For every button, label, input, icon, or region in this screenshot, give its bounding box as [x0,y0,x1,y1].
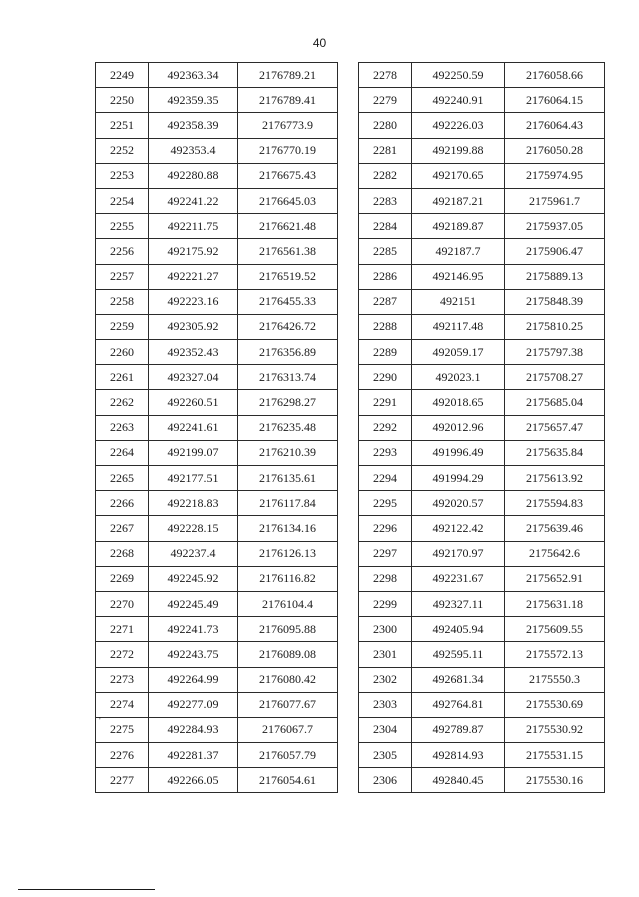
table-row [96,667,338,692]
point-number-cell: 2255 [96,214,149,239]
point-number-cell: 2267 [96,516,149,541]
y-coordinate-cell: 2176356.89 [238,340,338,365]
point-number-cell: 2265 [96,466,149,491]
table-row [96,138,338,163]
y-coordinate-cell: 2176675.43 [238,163,338,188]
y-coordinate-cell: 2176117.84 [238,491,338,516]
x-coordinate-cell: 492764.81 [412,692,505,717]
point-number-cell: 2275 [96,717,149,742]
table-row [359,314,605,339]
x-coordinate-cell: 492241.22 [149,188,238,213]
point-number-cell: 2306 [359,768,412,793]
table-row [359,642,605,667]
x-coordinate-cell: 492260.51 [149,390,238,415]
point-number-cell: 2280 [359,113,412,138]
table-row [359,163,605,188]
table-row [359,617,605,642]
point-number-cell: 2297 [359,541,412,566]
point-number-cell: 2304 [359,717,412,742]
y-coordinate-cell: 2176077.67 [238,692,338,717]
y-coordinate-cell: 2175810.25 [505,314,605,339]
y-coordinate-cell: 2175572.13 [505,642,605,667]
point-number-cell: 2293 [359,440,412,465]
point-number-cell: 2266 [96,491,149,516]
table-row [96,239,338,264]
point-number-cell: 2287 [359,289,412,314]
point-number-cell: 2290 [359,365,412,390]
table-row [359,188,605,213]
x-coordinate-cell: 492199.88 [412,138,505,163]
point-number-cell: 2283 [359,188,412,213]
point-number-cell: 2270 [96,591,149,616]
y-coordinate-cell: 2175652.91 [505,566,605,591]
y-coordinate-cell: 2175937.05 [505,214,605,239]
footnote-rule [18,889,155,890]
y-coordinate-cell: 2176126.13 [238,541,338,566]
y-coordinate-cell: 2176116.82 [238,566,338,591]
table-row [359,88,605,113]
point-number-cell: 2277 [96,768,149,793]
x-coordinate-cell: 492405.94 [412,617,505,642]
point-number-cell: 2279 [359,88,412,113]
point-number-cell: 2299 [359,591,412,616]
y-coordinate-cell: 2176104.4 [238,591,338,616]
x-coordinate-cell: 492359.35 [149,88,238,113]
x-coordinate-cell: 492363.34 [149,63,238,88]
y-coordinate-cell: 2176050.28 [505,138,605,163]
point-number-cell: 2253 [96,163,149,188]
table-row [359,63,605,88]
y-coordinate-cell: 2175631.18 [505,591,605,616]
point-number-cell: 2298 [359,566,412,591]
table-row [96,163,338,188]
point-number-cell: 2257 [96,264,149,289]
table-row [96,214,338,239]
y-coordinate-cell: 2175974.95 [505,163,605,188]
table-row [96,440,338,465]
table-row [359,289,605,314]
table-row [359,667,605,692]
y-coordinate-cell: 2176789.21 [238,63,338,88]
x-coordinate-cell: 492177.51 [149,466,238,491]
table-row [96,642,338,667]
table-row [359,717,605,742]
table-row [96,88,338,113]
y-coordinate-cell: 2176135.61 [238,466,338,491]
x-coordinate-cell: 492281.37 [149,743,238,768]
x-coordinate-cell: 492353.4 [149,138,238,163]
x-coordinate-cell: 492681.34 [412,667,505,692]
x-coordinate-cell: 492020.57 [412,491,505,516]
point-number-cell: 2278 [359,63,412,88]
point-number-cell: 2294 [359,466,412,491]
table-row [359,390,605,415]
y-coordinate-cell: 2176313.74 [238,365,338,390]
x-coordinate-cell: 492018.65 [412,390,505,415]
x-coordinate-cell: 492264.99 [149,667,238,692]
x-coordinate-cell: 492237.4 [149,541,238,566]
point-number-cell: 2291 [359,390,412,415]
table-row [96,566,338,591]
x-coordinate-cell: 492241.61 [149,415,238,440]
y-coordinate-cell: 2175657.47 [505,415,605,440]
y-coordinate-cell: 2175906.47 [505,239,605,264]
x-coordinate-cell: 492023.1 [412,365,505,390]
x-coordinate-cell: 492266.05 [149,768,238,793]
x-coordinate-cell: 492358.39 [149,113,238,138]
table-row [96,390,338,415]
point-number-cell: 2254 [96,188,149,213]
y-coordinate-cell: 2175613.92 [505,466,605,491]
y-coordinate-cell: 2175530.16 [505,768,605,793]
x-coordinate-cell: 492170.65 [412,163,505,188]
table-row [96,466,338,491]
point-number-cell: 2259 [96,314,149,339]
point-number-cell: 2264 [96,440,149,465]
table-row [96,188,338,213]
y-coordinate-cell: 2176210.39 [238,440,338,465]
x-coordinate-cell: 492221.27 [149,264,238,289]
point-number-cell: 2252 [96,138,149,163]
x-coordinate-cell: 492146.95 [412,264,505,289]
x-coordinate-cell: 492595.11 [412,642,505,667]
x-coordinate-cell: 492245.49 [149,591,238,616]
x-coordinate-cell: 492243.75 [149,642,238,667]
point-number-cell: 2295 [359,491,412,516]
table-row [359,591,605,616]
table-row [359,768,605,793]
table-row [359,516,605,541]
point-number-cell: 2274 [96,692,149,717]
table-row [359,113,605,138]
x-coordinate-cell: 492175.92 [149,239,238,264]
table-row [96,591,338,616]
point-number-cell: 2249 [96,63,149,88]
x-coordinate-cell: 492327.04 [149,365,238,390]
table-row [96,717,338,742]
table-row [359,138,605,163]
point-number-cell: 2258 [96,289,149,314]
x-coordinate-cell: 491994.29 [412,466,505,491]
point-number-cell: 2263 [96,415,149,440]
point-number-cell: 2285 [359,239,412,264]
x-coordinate-cell: 492223.16 [149,289,238,314]
y-coordinate-cell: 2176054.61 [238,768,338,793]
table-row [359,365,605,390]
x-coordinate-cell: 492814.93 [412,743,505,768]
x-coordinate-cell: 492187.7 [412,239,505,264]
table-row [96,541,338,566]
table-row [96,289,338,314]
x-coordinate-cell: 492012.96 [412,415,505,440]
y-coordinate-cell: 2176235.48 [238,415,338,440]
coordinates-table-left [95,62,338,793]
x-coordinate-cell: 492151 [412,289,505,314]
y-coordinate-cell: 2176134.16 [238,516,338,541]
table-row [96,365,338,390]
point-number-cell: 2303 [359,692,412,717]
table-row [359,440,605,465]
y-coordinate-cell: 2175609.55 [505,617,605,642]
y-coordinate-cell: 2176455.33 [238,289,338,314]
x-coordinate-cell: 492228.15 [149,516,238,541]
x-coordinate-cell: 492059.17 [412,340,505,365]
x-coordinate-cell: 492211.75 [149,214,238,239]
point-number-cell: 2284 [359,214,412,239]
y-coordinate-cell: 2175642.6 [505,541,605,566]
stray-ink-mark: ' [99,716,101,727]
table-row [359,340,605,365]
table-row [96,340,338,365]
y-coordinate-cell: 2175961.7 [505,188,605,213]
table-row [359,264,605,289]
table-row [359,743,605,768]
x-coordinate-cell: 492284.93 [149,717,238,742]
point-number-cell: 2305 [359,743,412,768]
table-row [96,692,338,717]
y-coordinate-cell: 2175797.38 [505,340,605,365]
y-coordinate-cell: 2176064.43 [505,113,605,138]
y-coordinate-cell: 2176561.38 [238,239,338,264]
point-number-cell: 2261 [96,365,149,390]
y-coordinate-cell: 2175530.69 [505,692,605,717]
point-number-cell: 2250 [96,88,149,113]
point-number-cell: 2269 [96,566,149,591]
y-coordinate-cell: 2176298.27 [238,390,338,415]
point-number-cell: 2251 [96,113,149,138]
y-coordinate-cell: 2175635.84 [505,440,605,465]
x-coordinate-cell: 492226.03 [412,113,505,138]
table-row [359,239,605,264]
point-number-cell: 2268 [96,541,149,566]
y-coordinate-cell: 2176519.52 [238,264,338,289]
y-coordinate-cell: 2175848.39 [505,289,605,314]
x-coordinate-cell: 492241.73 [149,617,238,642]
point-number-cell: 2282 [359,163,412,188]
x-coordinate-cell: 492117.48 [412,314,505,339]
x-coordinate-cell: 492245.92 [149,566,238,591]
point-number-cell: 2300 [359,617,412,642]
table-row [96,264,338,289]
table-row [96,768,338,793]
coordinates-table-right [358,62,605,793]
x-coordinate-cell: 492327.11 [412,591,505,616]
point-number-cell: 2273 [96,667,149,692]
y-coordinate-cell: 2175531.15 [505,743,605,768]
table-row [96,314,338,339]
x-coordinate-cell: 492840.45 [412,768,505,793]
point-number-cell: 2271 [96,617,149,642]
table-row [359,541,605,566]
point-number-cell: 2301 [359,642,412,667]
point-number-cell: 2256 [96,239,149,264]
y-coordinate-cell: 2175708.27 [505,365,605,390]
y-coordinate-cell: 2176789.41 [238,88,338,113]
table-row [96,113,338,138]
table-row [359,466,605,491]
point-number-cell: 2286 [359,264,412,289]
x-coordinate-cell: 492250.59 [412,63,505,88]
table-row [359,491,605,516]
x-coordinate-cell: 492170.97 [412,541,505,566]
point-number-cell: 2296 [359,516,412,541]
y-coordinate-cell: 2176080.42 [238,667,338,692]
x-coordinate-cell: 492789.87 [412,717,505,742]
x-coordinate-cell: 492122.42 [412,516,505,541]
y-coordinate-cell: 2176095.88 [238,617,338,642]
x-coordinate-cell: 492277.09 [149,692,238,717]
table-row [359,566,605,591]
y-coordinate-cell: 2176645.03 [238,188,338,213]
y-coordinate-cell: 2176057.79 [238,743,338,768]
point-number-cell: 2262 [96,390,149,415]
y-coordinate-cell: 2176426.72 [238,314,338,339]
x-coordinate-cell: 492231.67 [412,566,505,591]
point-number-cell: 2272 [96,642,149,667]
y-coordinate-cell: 2176058.66 [505,63,605,88]
table-row [96,63,338,88]
y-coordinate-cell: 2175550.3 [505,667,605,692]
table-row [359,415,605,440]
y-coordinate-cell: 2176770.19 [238,138,338,163]
table-row [96,491,338,516]
x-coordinate-cell: 492199.07 [149,440,238,465]
x-coordinate-cell: 491996.49 [412,440,505,465]
table-row [96,516,338,541]
y-coordinate-cell: 2176089.08 [238,642,338,667]
y-coordinate-cell: 2176773.9 [238,113,338,138]
x-coordinate-cell: 492305.92 [149,314,238,339]
x-coordinate-cell: 492280.88 [149,163,238,188]
y-coordinate-cell: 2175889.13 [505,264,605,289]
point-number-cell: 2260 [96,340,149,365]
x-coordinate-cell: 492187.21 [412,188,505,213]
table-row [359,692,605,717]
table-row [96,415,338,440]
table-row [96,617,338,642]
point-number-cell: 2281 [359,138,412,163]
x-coordinate-cell: 492218.83 [149,491,238,516]
point-number-cell: 2288 [359,314,412,339]
x-coordinate-cell: 492352.43 [149,340,238,365]
y-coordinate-cell: 2176064.15 [505,88,605,113]
y-coordinate-cell: 2176621.48 [238,214,338,239]
y-coordinate-cell: 2176067.7 [238,717,338,742]
point-number-cell: 2276 [96,743,149,768]
y-coordinate-cell: 2175639.46 [505,516,605,541]
y-coordinate-cell: 2175594.83 [505,491,605,516]
x-coordinate-cell: 492189.87 [412,214,505,239]
x-coordinate-cell: 492240.91 [412,88,505,113]
point-number-cell: 2289 [359,340,412,365]
table-row [359,214,605,239]
page-number: 40 [312,36,327,50]
y-coordinate-cell: 2175685.04 [505,390,605,415]
table-row [96,743,338,768]
y-coordinate-cell: 2175530.92 [505,717,605,742]
point-number-cell: 2302 [359,667,412,692]
point-number-cell: 2292 [359,415,412,440]
